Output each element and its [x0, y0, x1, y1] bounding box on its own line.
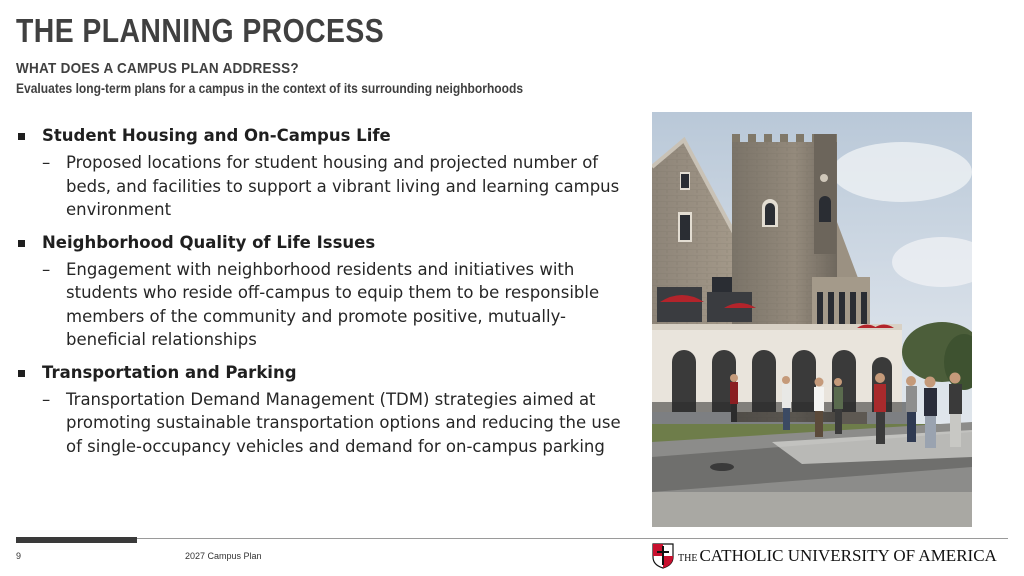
footer-label: 2027 Campus Plan	[185, 551, 262, 561]
bullet-group-housing	[18, 124, 633, 222]
university-logo	[652, 543, 997, 569]
sub-bullet	[18, 258, 633, 352]
university-wordmark	[678, 546, 997, 566]
dash-icon: –	[42, 153, 51, 172]
slide-title: THE PLANNING PROCESS	[16, 12, 385, 49]
slide-subtitle: WHAT DOES A CAMPUS PLAN ADDRESS?	[16, 60, 299, 77]
bullet-list	[18, 124, 633, 467]
sub-bullet-text: Transportation Demand Management (TDM) strategies aimed at promoting sustainable transportation options and reducing the use of single-occupancy vehicles and demand for on-campus parking	[66, 389, 621, 456]
sub-bullet	[18, 388, 633, 459]
bullet-heading: Transportation and Parking	[42, 362, 297, 382]
dash-icon: –	[42, 259, 51, 279]
bullet-item	[18, 361, 633, 385]
bullet-group-transportation	[18, 361, 633, 459]
dash-icon: –	[42, 389, 51, 409]
page-number: 9	[16, 551, 22, 561]
logo-name: CATHOLIC UNIVERSITY OF AMERICA	[699, 546, 997, 565]
bullet-heading: Student Housing and On-Campus Life	[42, 126, 391, 145]
bullet-heading: Neighborhood Quality of Life Issues	[42, 232, 376, 252]
logo-the: THE	[678, 553, 698, 564]
sub-bullet-text: Proposed locations for student housing and projected number of beds, and facilities to support a vibrant living and learning campus environment	[66, 153, 620, 219]
sub-bullet-text: Engagement with neighborhood residents and initiatives with students who reside off-campus to equip them to be responsible members of the community and promote positive, mutually-beneficial relationships	[66, 259, 600, 349]
slide-tagline: Evaluates long-term plans for a campus in the context of its surrounding neighborhoods	[16, 80, 524, 96]
bullet-group-neighborhood	[18, 231, 633, 352]
footer-accent-bar	[16, 537, 137, 543]
bullet-item	[18, 231, 633, 255]
university-seal-icon	[652, 543, 674, 569]
footer-divider	[16, 538, 1008, 539]
campus-building-photo	[652, 112, 972, 527]
bullet-item	[18, 124, 633, 148]
bullet-square-icon	[18, 133, 25, 140]
bullet-square-icon	[18, 370, 25, 377]
sub-bullet	[18, 151, 633, 222]
bullet-square-icon	[18, 240, 25, 247]
